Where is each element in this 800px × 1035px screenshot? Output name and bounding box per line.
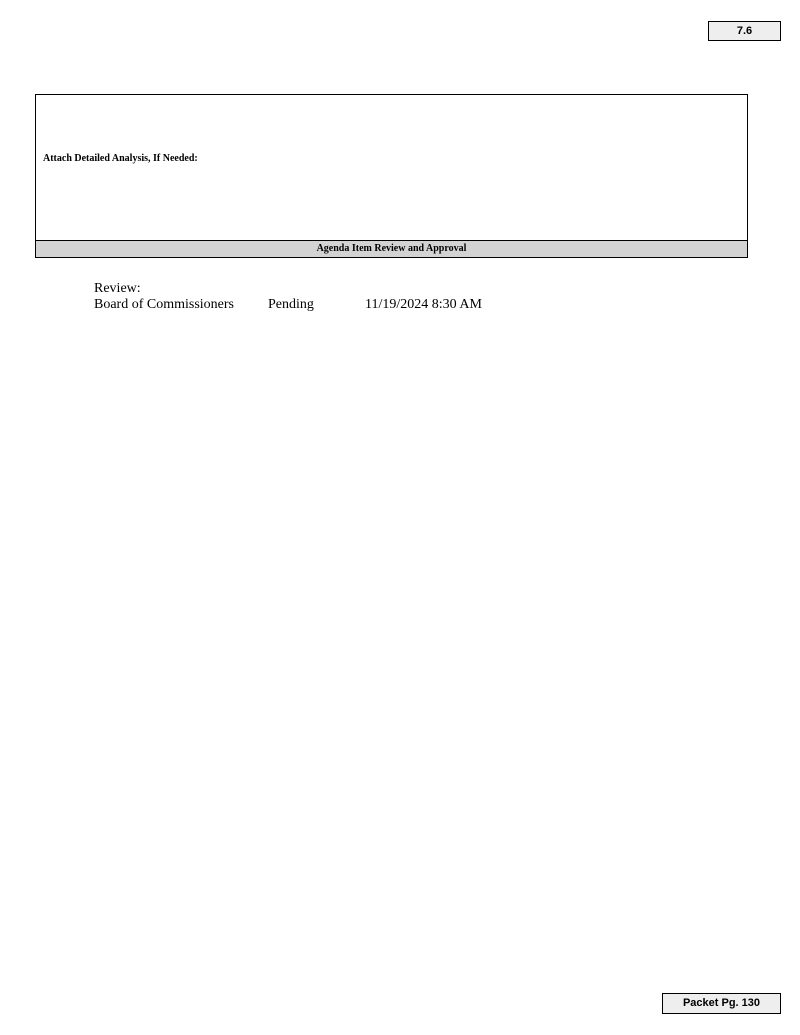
reviewer-name: Board of Commissioners [94, 297, 234, 312]
review-status: Pending [268, 297, 314, 312]
review-approval-header: Agenda Item Review and Approval [36, 240, 747, 257]
review-datetime: 11/19/2024 8:30 AM [365, 297, 482, 312]
packet-page-badge: Packet Pg. 130 [662, 993, 781, 1014]
review-label: Review: [94, 281, 141, 296]
detailed-analysis-section [35, 94, 748, 258]
agenda-item-number-badge: 7.6 [708, 21, 781, 41]
review-list [94, 281, 594, 314]
review-row [94, 297, 594, 314]
detailed-analysis-label: Attach Detailed Analysis, If Needed: [43, 153, 198, 164]
